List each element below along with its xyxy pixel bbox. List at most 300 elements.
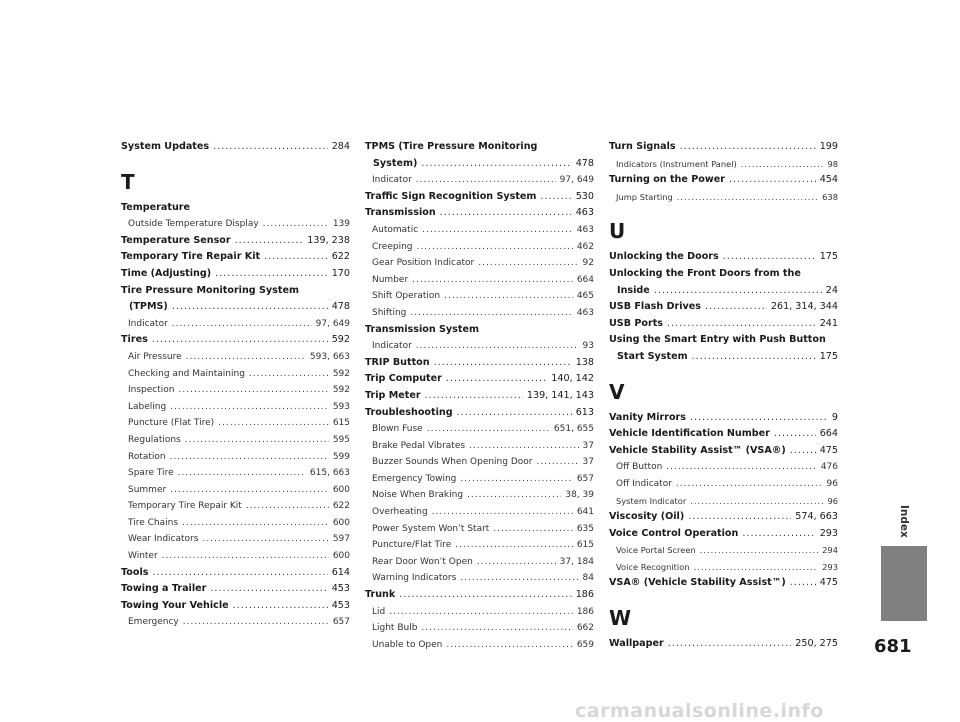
index-entry[interactable] xyxy=(609,410,838,427)
entry-text: Outside Temperature Display xyxy=(128,219,259,230)
entry-pages[interactable]: 37 xyxy=(582,440,594,451)
index-subentry[interactable] xyxy=(121,432,350,449)
entry-pages[interactable]: 664 xyxy=(576,274,594,285)
leader-dots xyxy=(178,465,306,482)
index-subentry[interactable] xyxy=(121,498,350,515)
leader-dots xyxy=(690,493,823,510)
entry-pages[interactable]: 175 xyxy=(819,251,838,263)
leader-dots xyxy=(469,438,578,455)
index-subentry[interactable] xyxy=(609,542,838,559)
page-number: 681 xyxy=(874,636,912,657)
index-entry[interactable] xyxy=(609,283,838,300)
entry-pages[interactable]: 592 xyxy=(332,385,350,396)
index-subentry[interactable] xyxy=(121,482,350,499)
index-subentry[interactable] xyxy=(365,537,594,554)
entry-pages[interactable]: 199 xyxy=(819,141,838,152)
index-entry[interactable] xyxy=(609,636,838,653)
leader-dots xyxy=(215,266,328,283)
leader-dots xyxy=(416,172,556,189)
entry-text: System Updates xyxy=(121,141,210,152)
index-subentry[interactable] xyxy=(365,637,594,654)
leader-dots xyxy=(690,410,828,427)
index-entry[interactable] xyxy=(609,299,838,316)
entry-pages[interactable]: 96 xyxy=(826,478,838,489)
entry-text: Winter xyxy=(128,551,158,562)
leader-dots xyxy=(790,443,816,460)
entry-text: System) xyxy=(373,157,418,169)
entry-text: Indicator xyxy=(128,318,168,329)
index-subentry[interactable] xyxy=(365,172,594,189)
entry-text: Trip Computer xyxy=(365,373,442,385)
entry-pages[interactable]: 186 xyxy=(576,606,594,617)
index-subentry[interactable] xyxy=(365,255,594,272)
entry-pages[interactable]: 97, 649 xyxy=(559,175,594,186)
entry-text: Off Indicator xyxy=(616,478,672,489)
entry-pages[interactable]: 657 xyxy=(576,473,594,484)
index-subentry[interactable] xyxy=(365,570,594,587)
entry-text: Voice Control Operation xyxy=(609,527,739,539)
index-column-3 xyxy=(609,139,838,653)
entry-text: Tire Pressure Monitoring System xyxy=(121,284,299,296)
entry-pages[interactable]: 622 xyxy=(332,501,350,512)
leader-dots xyxy=(186,349,306,366)
entry-pages[interactable]: 93 xyxy=(582,341,594,352)
entry-text: Inspection xyxy=(128,385,175,396)
leader-dots xyxy=(455,537,573,554)
entry-text: (TPMS) xyxy=(129,301,168,313)
leader-dots xyxy=(202,531,328,548)
entry-pages[interactable]: 475 xyxy=(819,444,838,456)
index-subentry[interactable] xyxy=(121,531,350,548)
entry-text: Light Bulb xyxy=(372,623,418,634)
leader-dots xyxy=(249,366,329,383)
leader-dots xyxy=(399,587,571,604)
entry-text: Emergency xyxy=(128,617,179,628)
index-subentry[interactable] xyxy=(365,454,594,471)
entry-pages[interactable]: 84 xyxy=(582,573,594,584)
entry-text: Regulations xyxy=(128,434,181,445)
leader-dots xyxy=(170,399,329,416)
entry-text: Turning on the Power xyxy=(609,174,725,186)
index-entry[interactable] xyxy=(121,266,350,283)
entry-pages[interactable]: 615 xyxy=(576,540,594,551)
entry-text: USB Ports xyxy=(609,317,664,329)
leader-dots xyxy=(440,205,572,222)
leader-dots xyxy=(410,305,572,322)
index-entry[interactable] xyxy=(609,526,838,543)
leader-dots xyxy=(434,355,572,372)
leader-dots xyxy=(152,332,328,349)
index-subentry[interactable] xyxy=(365,438,594,455)
leader-dots xyxy=(446,637,572,654)
leader-dots xyxy=(421,156,571,173)
index-subentry[interactable] xyxy=(365,504,594,521)
leader-dots xyxy=(246,498,329,515)
index-entry[interactable] xyxy=(609,249,838,266)
entry-text: Turn Signals xyxy=(609,141,676,152)
entry-pages[interactable]: 98 xyxy=(827,158,838,169)
leader-dots xyxy=(477,554,556,571)
entry-pages[interactable]: 139, 238 xyxy=(307,234,350,246)
entry-pages[interactable]: 465 xyxy=(576,291,594,302)
entry-pages[interactable]: 613 xyxy=(575,406,594,418)
index-entry[interactable] xyxy=(609,575,838,592)
leader-dots xyxy=(540,189,571,206)
entry-text: Checking and Maintaining xyxy=(128,368,245,379)
leader-dots xyxy=(677,189,818,206)
entry-text: Buzzer Sounds When Opening Door xyxy=(372,457,533,468)
leader-dots xyxy=(774,426,816,443)
leader-dots xyxy=(172,316,312,333)
entry-text: Air Pressure xyxy=(128,351,182,362)
index-subentry[interactable] xyxy=(121,614,350,631)
index-entry[interactable] xyxy=(365,189,594,206)
entry-text: Wear Indicators xyxy=(128,534,199,545)
entry-text: Troubleshooting xyxy=(365,406,453,418)
index-subentry[interactable] xyxy=(121,366,350,383)
entry-pages[interactable]: 595 xyxy=(332,434,350,445)
index-entry[interactable] xyxy=(121,249,350,266)
leader-dots xyxy=(460,471,572,488)
entry-pages[interactable]: 284 xyxy=(331,141,350,152)
entry-pages[interactable]: 478 xyxy=(575,157,594,169)
leader-dots xyxy=(416,338,579,355)
leader-dots xyxy=(723,249,816,266)
index-entry[interactable] xyxy=(365,355,594,372)
entry-pages[interactable]: 139, 141, 143 xyxy=(526,389,594,401)
leader-dots xyxy=(457,405,572,422)
entry-pages[interactable]: 293 xyxy=(822,561,838,572)
entry-pages[interactable]: 294 xyxy=(822,545,838,556)
entry-text: Inside xyxy=(617,284,650,296)
entry-pages[interactable]: 599 xyxy=(332,451,350,462)
index-entry[interactable] xyxy=(609,349,838,366)
section-letter: W xyxy=(609,606,632,631)
entry-text: Transmission System xyxy=(365,323,479,335)
leader-dots xyxy=(536,454,578,471)
entry-pages[interactable]: 651, 655 xyxy=(553,424,594,435)
index-entry[interactable] xyxy=(121,139,350,156)
leader-dots xyxy=(705,299,767,316)
index-heading xyxy=(609,332,838,349)
entry-pages[interactable]: 592 xyxy=(332,368,350,379)
entry-text: Shifting xyxy=(372,307,407,318)
entry-text: Vehicle Identification Number xyxy=(609,428,770,440)
entry-text: Shift Operation xyxy=(372,291,441,302)
index-entry[interactable] xyxy=(365,205,594,222)
entry-pages[interactable]: 454 xyxy=(819,174,838,186)
entry-text: Transmission xyxy=(365,207,436,219)
index-entry[interactable] xyxy=(609,426,838,443)
index-subentry[interactable] xyxy=(121,316,350,333)
entry-pages[interactable]: 139 xyxy=(332,219,350,230)
entry-text: Towing a Trailer xyxy=(121,583,207,595)
entry-pages[interactable]: 615, 663 xyxy=(309,468,350,479)
index-subentry[interactable] xyxy=(121,548,350,565)
index-entry[interactable] xyxy=(365,156,594,173)
leader-dots xyxy=(210,581,327,598)
index-entry[interactable] xyxy=(365,405,594,422)
index-subentry[interactable] xyxy=(121,399,350,416)
leader-dots xyxy=(676,476,823,493)
entry-text: Voice Recognition xyxy=(616,561,690,572)
leader-dots xyxy=(233,598,328,615)
index-subentry[interactable] xyxy=(609,493,838,510)
leader-dots xyxy=(179,382,329,399)
entry-pages[interactable]: 463 xyxy=(576,224,594,235)
entry-pages[interactable]: 530 xyxy=(575,190,594,202)
index-entry[interactable] xyxy=(365,371,594,388)
leader-dots xyxy=(460,570,578,587)
leader-dots xyxy=(668,636,792,653)
leader-dots xyxy=(680,139,816,156)
entry-pages[interactable]: 37, 184 xyxy=(559,556,594,567)
leader-dots xyxy=(417,239,573,256)
entry-text: USB Flash Drives xyxy=(609,301,702,313)
entry-pages[interactable]: 24 xyxy=(825,284,838,296)
entry-text: Towing Your Vehicle xyxy=(121,599,229,611)
entry-text: Temperature xyxy=(121,201,191,213)
index-subentry[interactable] xyxy=(121,382,350,399)
entry-text: Emergency Towing xyxy=(372,473,457,484)
entry-text: Noise When Braking xyxy=(372,490,464,501)
index-subentry[interactable] xyxy=(121,349,350,366)
entry-pages[interactable]: 475 xyxy=(819,577,838,589)
index-entry[interactable] xyxy=(121,299,350,316)
index-subentry[interactable] xyxy=(609,156,838,173)
entry-text: Creeping xyxy=(372,241,413,252)
entry-text: Automatic xyxy=(372,224,419,235)
index-entry[interactable] xyxy=(121,332,350,349)
entry-pages[interactable]: 659 xyxy=(576,639,594,650)
index-subentry[interactable] xyxy=(365,222,594,239)
entry-pages[interactable]: 593, 663 xyxy=(309,351,350,362)
entry-pages[interactable]: 186 xyxy=(575,589,594,601)
entry-pages[interactable]: 641 xyxy=(576,507,594,518)
entry-text: TRIP Button xyxy=(365,356,430,368)
entry-text: Lid xyxy=(372,606,386,617)
entry-text: Indicator xyxy=(372,175,412,186)
entry-text: Jump Starting xyxy=(616,191,673,202)
entry-pages[interactable]: 657 xyxy=(332,617,350,628)
entry-pages[interactable]: 600 xyxy=(332,517,350,528)
leader-dots xyxy=(425,388,523,405)
leader-dots xyxy=(422,222,573,239)
index-subentry[interactable] xyxy=(121,415,350,432)
index-subentry[interactable] xyxy=(365,288,594,305)
entry-pages[interactable]: 453 xyxy=(331,583,350,595)
leader-dots xyxy=(790,575,816,592)
entry-text: Spare Tire xyxy=(128,468,174,479)
index-heading xyxy=(365,322,594,339)
index-column-2 xyxy=(365,139,594,653)
index-subentry[interactable] xyxy=(121,216,350,233)
entry-pages[interactable]: 600 xyxy=(332,484,350,495)
entry-pages[interactable]: 476 xyxy=(820,462,838,473)
index-side-tab[interactable] xyxy=(881,546,927,621)
leader-dots xyxy=(264,249,328,266)
entry-text: Voice Portal Screen xyxy=(616,545,696,556)
entry-text: Rear Door Won’t Open xyxy=(372,556,473,567)
entry-text: Overheating xyxy=(372,507,428,518)
entry-text: Tools xyxy=(121,566,149,578)
index-entry[interactable] xyxy=(609,443,838,460)
leader-dots xyxy=(182,515,329,532)
entry-pages[interactable]: 593 xyxy=(332,401,350,412)
entry-text: Using the Smart Entry with Push Button xyxy=(609,334,826,346)
entry-pages[interactable]: 293 xyxy=(819,527,838,539)
index-entry[interactable] xyxy=(121,233,350,250)
index-subentry[interactable] xyxy=(365,554,594,571)
index-subentry[interactable] xyxy=(365,521,594,538)
entry-pages[interactable]: 463 xyxy=(576,307,594,318)
index-entry[interactable] xyxy=(365,587,594,604)
index-subentry[interactable] xyxy=(609,559,838,576)
index-subentry[interactable] xyxy=(609,459,838,476)
entry-text: Unlocking the Doors xyxy=(609,251,719,263)
index-entry[interactable] xyxy=(609,172,838,189)
entry-text: Summer xyxy=(128,484,167,495)
index-subentry[interactable] xyxy=(365,471,594,488)
leader-dots xyxy=(170,449,329,466)
entry-text: Temporary Tire Repair Kit xyxy=(121,251,261,263)
index-entry[interactable] xyxy=(365,388,594,405)
entry-text: Labeling xyxy=(128,401,167,412)
entry-pages[interactable]: 92 xyxy=(582,258,594,269)
entry-pages[interactable]: 615 xyxy=(332,418,350,429)
index-subentry[interactable] xyxy=(121,515,350,532)
index-entry[interactable] xyxy=(121,565,350,582)
entry-text: Number xyxy=(372,274,409,285)
leader-dots xyxy=(432,504,573,521)
entry-text: System Indicator xyxy=(616,495,687,506)
index-side-label: Index xyxy=(898,505,910,538)
entry-text: Vanity Mirrors xyxy=(609,411,687,423)
leader-dots xyxy=(185,432,329,449)
leader-dots xyxy=(421,620,572,637)
entry-text: Vehicle Stability Assist™ (VSA®) xyxy=(609,444,786,456)
leader-dots xyxy=(152,565,327,582)
entry-pages[interactable]: 614 xyxy=(331,566,350,578)
entry-pages[interactable]: 453 xyxy=(331,599,350,611)
leader-dots xyxy=(700,542,818,559)
index-heading xyxy=(121,283,350,300)
index-heading xyxy=(121,200,350,217)
entry-pages[interactable]: 662 xyxy=(576,623,594,634)
entry-pages[interactable]: 97, 649 xyxy=(315,318,350,329)
leader-dots xyxy=(467,487,561,504)
entry-pages[interactable]: 592 xyxy=(331,334,350,346)
entry-text: Tires xyxy=(121,334,148,346)
entry-pages[interactable]: 138 xyxy=(575,356,594,368)
index-column-1 xyxy=(121,139,350,631)
entry-pages[interactable]: 175 xyxy=(819,350,838,362)
leader-dots xyxy=(162,548,329,565)
index-entry[interactable] xyxy=(609,139,838,156)
leader-dots xyxy=(694,559,819,576)
entry-pages[interactable]: 462 xyxy=(576,241,594,252)
index-subentry[interactable] xyxy=(365,604,594,621)
entry-text: Power System Won’t Start xyxy=(372,523,490,534)
entry-pages[interactable]: 463 xyxy=(575,207,594,219)
entry-pages[interactable]: 250, 275 xyxy=(795,638,838,650)
entry-pages[interactable]: 38, 39 xyxy=(565,490,594,501)
entry-pages[interactable]: 622 xyxy=(331,251,350,263)
leader-dots xyxy=(478,255,578,272)
index-subentry[interactable] xyxy=(365,421,594,438)
entry-pages[interactable]: 96 xyxy=(827,495,838,506)
index-subentry[interactable] xyxy=(365,272,594,289)
entry-pages[interactable]: 600 xyxy=(332,551,350,562)
index-entry[interactable] xyxy=(609,509,838,526)
entry-pages[interactable]: 638 xyxy=(822,191,838,202)
entry-pages[interactable]: 9 xyxy=(831,411,838,423)
entry-pages[interactable]: 478 xyxy=(331,301,350,313)
leader-dots xyxy=(493,521,573,538)
leader-dots xyxy=(688,509,791,526)
entry-text: Temperature Sensor xyxy=(121,234,231,246)
index-subentry[interactable] xyxy=(365,620,594,637)
index-subentry[interactable] xyxy=(609,476,838,493)
entry-pages[interactable]: 597 xyxy=(332,534,350,545)
index-entry[interactable] xyxy=(121,581,350,598)
entry-pages[interactable]: 664 xyxy=(819,428,838,440)
index-subentry[interactable] xyxy=(365,305,594,322)
index-subentry[interactable] xyxy=(365,239,594,256)
leader-dots xyxy=(263,216,329,233)
entry-pages[interactable]: 170 xyxy=(331,267,350,279)
entry-pages[interactable]: 574, 663 xyxy=(795,511,838,523)
index-subentry[interactable] xyxy=(365,338,594,355)
entry-text: VSA® (Vehicle Stability Assist™) xyxy=(609,577,786,589)
entry-text: Indicator xyxy=(372,341,412,352)
entry-pages[interactable]: 241 xyxy=(819,317,838,329)
index-subentry[interactable] xyxy=(365,487,594,504)
entry-text: Trunk xyxy=(365,589,396,601)
leader-dots xyxy=(183,614,329,631)
entry-text: Puncture (Flat Tire) xyxy=(128,418,215,429)
entry-text: Unable to Open xyxy=(372,639,443,650)
leader-dots xyxy=(446,371,547,388)
entry-pages[interactable]: 37 xyxy=(582,457,594,468)
section-letter: T xyxy=(121,169,135,194)
index-subentry[interactable] xyxy=(609,189,838,206)
entry-text: Unlocking the Front Doors from the xyxy=(609,267,801,279)
entry-text: Wallpaper xyxy=(609,638,664,650)
leader-dots xyxy=(213,139,328,156)
entry-pages[interactable]: 261, 314, 344 xyxy=(770,301,838,313)
entry-pages[interactable]: 140, 142 xyxy=(551,373,594,385)
leader-dots xyxy=(172,299,328,316)
index-entry[interactable] xyxy=(609,316,838,333)
index-subentry[interactable] xyxy=(121,465,350,482)
entry-text: Indicators (Instrument Panel) xyxy=(616,158,737,169)
entry-text: TPMS (Tire Pressure Monitoring xyxy=(365,141,538,152)
leader-dots xyxy=(729,172,816,189)
index-entry[interactable] xyxy=(121,598,350,615)
entry-pages[interactable]: 635 xyxy=(576,523,594,534)
leader-dots xyxy=(742,526,815,543)
entry-text: Start System xyxy=(617,350,688,362)
leader-dots xyxy=(235,233,304,250)
leader-dots xyxy=(667,316,816,333)
index-subentry[interactable] xyxy=(121,449,350,466)
leader-dots xyxy=(427,421,550,438)
leader-dots xyxy=(444,288,573,305)
leader-dots xyxy=(218,415,329,432)
index-heading xyxy=(609,266,838,283)
index-heading xyxy=(365,139,594,156)
